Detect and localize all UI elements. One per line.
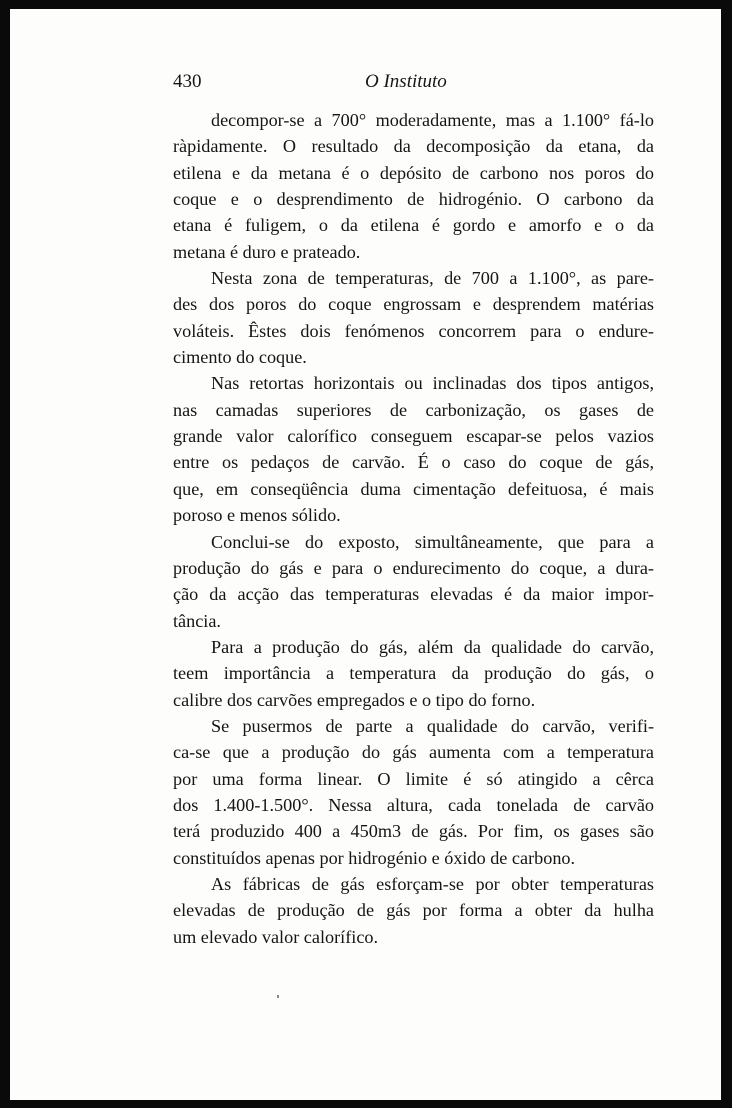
paragraph xyxy=(173,713,654,871)
text-line: um elevado valor calorífico. xyxy=(173,926,379,947)
text-line: decompor-se a 700° moderadamente, mas a 1.100° fá-lo xyxy=(211,110,654,130)
text-line: voláteis. Êstes dois fenómenos concorrem para o endure- xyxy=(173,320,654,341)
text-line: grande valor calorífico conseguem escapar-se pelos vazios xyxy=(173,426,654,447)
text-line: ràpidamente. O resultado da decomposição da etana, da xyxy=(173,136,654,157)
text-line: coque e o desprendimento de hidrogénio. O carbono da xyxy=(173,189,654,210)
text-line: calibre dos carvões empregados e o tipo do forno. xyxy=(173,689,536,710)
paragraph xyxy=(173,265,654,370)
text-line: Se pusermos de parte a qualidade do carvão, verifi- xyxy=(211,715,654,736)
page-header xyxy=(173,71,654,95)
text-line: etana é fuligem, o da etilena é gordo e amorfo e o da xyxy=(173,215,654,236)
text-line: cimento do coque. xyxy=(173,347,307,368)
text-line: terá produzido 400 a 450m3 de gás. Por fim, os gases são xyxy=(173,821,654,842)
text-line: ca-se que a produção do gás aumenta com a temperatura xyxy=(173,742,654,763)
page-number: 430 xyxy=(173,71,202,92)
text-line: metana é duro e prateado. xyxy=(173,241,361,262)
print-speck xyxy=(277,995,279,998)
body-text xyxy=(173,107,654,950)
text-line: produção do gás e para o endurecimento do coque, a dura- xyxy=(173,557,654,578)
text-line: poroso e menos sólido. xyxy=(173,505,341,526)
text-line: dos 1.400-1.500°. Nessa altura, cada tonelada de carvão xyxy=(173,794,654,815)
paragraph xyxy=(173,529,654,634)
text-line: des dos poros do coque engrossam e desprendem matérias xyxy=(173,294,654,315)
text-line: Nesta zona de temperaturas, de 700 a 1.100°, as pare- xyxy=(211,268,654,289)
text-line: As fábricas de gás esforçam-se por obter temperaturas xyxy=(211,873,654,894)
text-line: constituídos apenas por hidrogénio e óxido de carbono. xyxy=(173,847,576,868)
text-line: que, em conseqüência duma cimentação defeituosa, é mais xyxy=(173,478,654,499)
text-line: entre os pedaços de carvão. É o caso do coque de gás, xyxy=(173,452,654,473)
text-line: por uma forma linear. O limite é só atingido a cêrca xyxy=(173,768,654,789)
text-line: ção da acção das temperaturas elevadas é da maior impor- xyxy=(173,584,654,605)
text-line: tância. xyxy=(173,610,221,631)
paragraph xyxy=(173,370,654,528)
paragraph xyxy=(173,871,654,950)
paragraph xyxy=(173,107,654,265)
text-line: nas camadas superiores de carbonização, os gases de xyxy=(173,399,654,420)
paragraph xyxy=(173,634,654,713)
text-line: etilena e da metana é o depósito de carbono nos poros do xyxy=(173,162,654,183)
text-line: Nas retortas horizontais ou inclinadas dos tipos antigos, xyxy=(211,373,654,394)
running-title: O Instituto xyxy=(365,71,447,92)
text-line: elevadas de produção de gás por forma a obter da hulha xyxy=(173,900,654,921)
text-line: teem importância a temperatura da produção do gás, o xyxy=(173,663,654,684)
text-line: Conclui-se do exposto, simultâneamente, que para a xyxy=(211,531,654,552)
text-line: Para a produção do gás, além da qualidade do carvão, xyxy=(211,636,654,657)
